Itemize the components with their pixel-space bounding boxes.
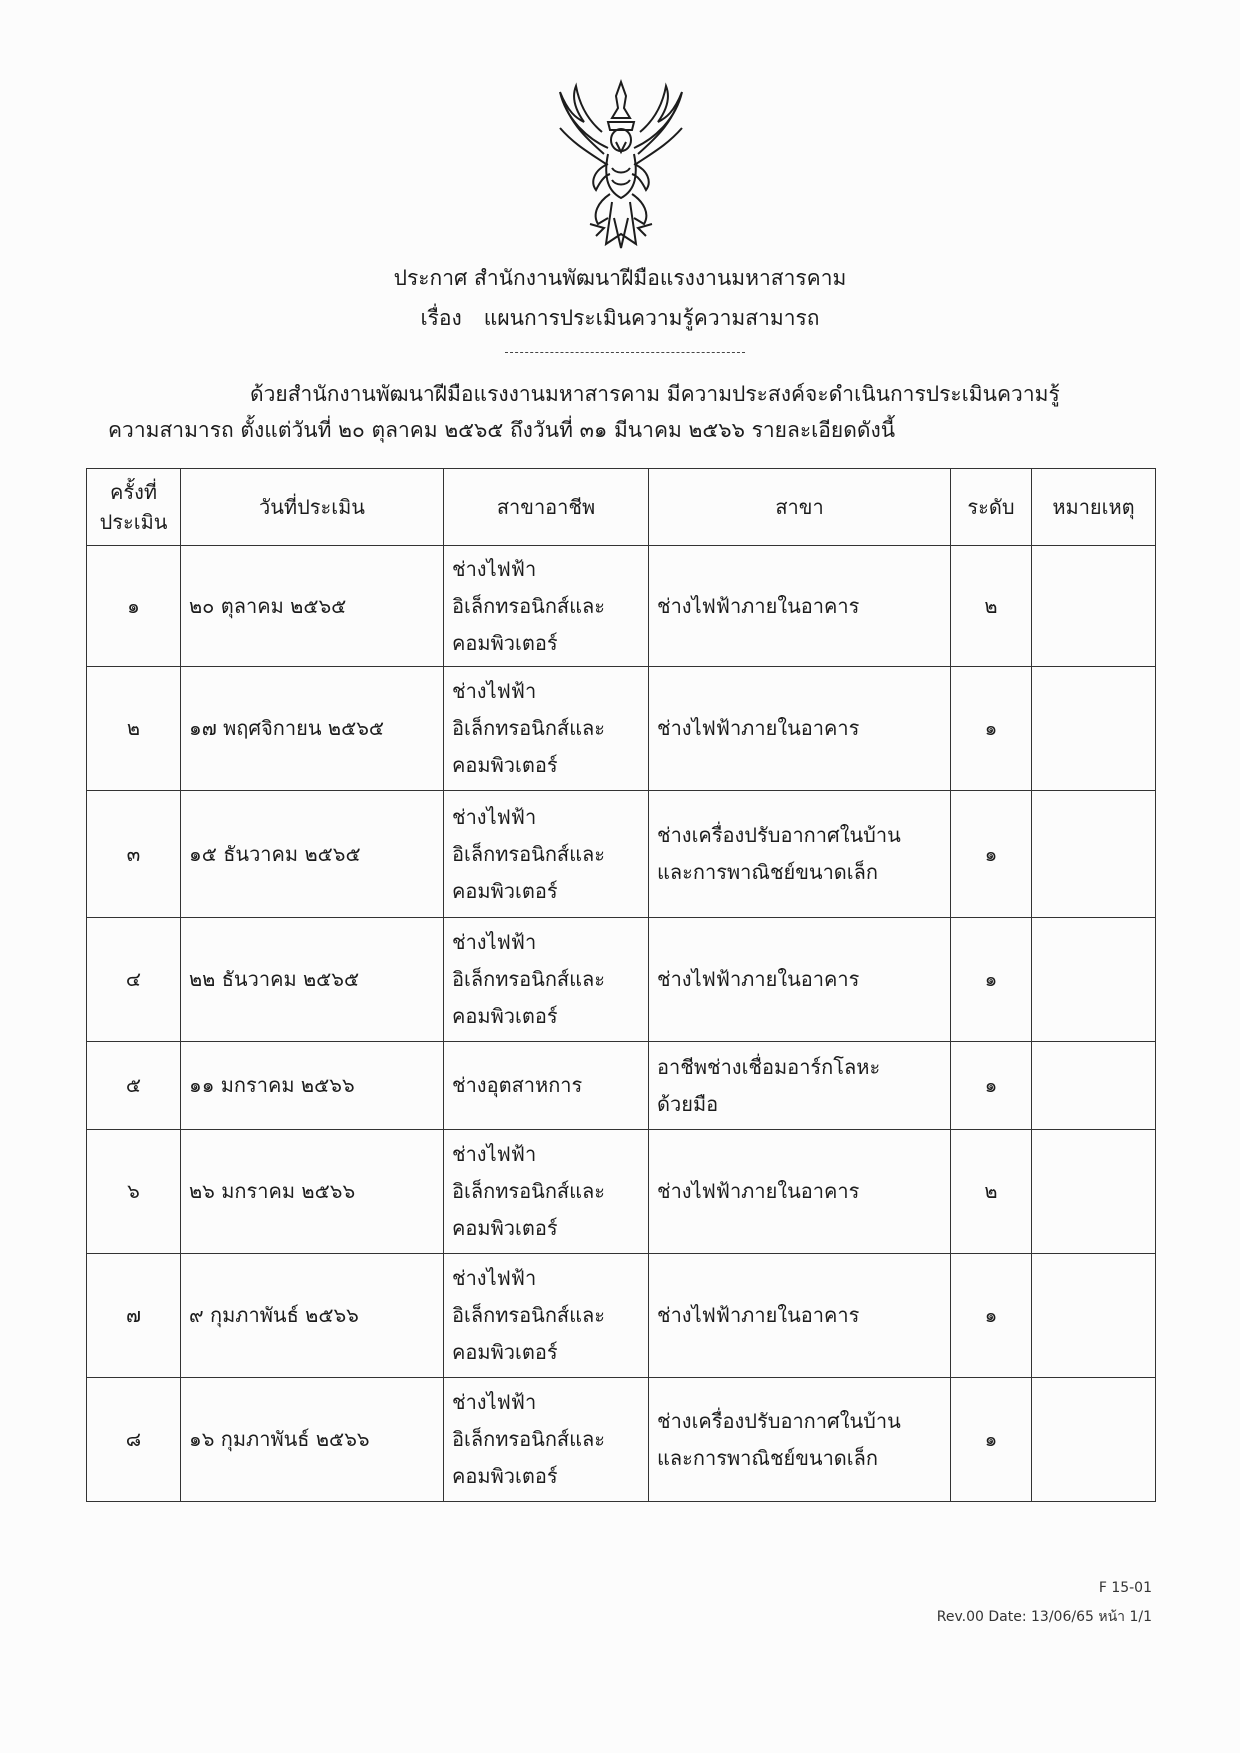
- cell-branch: ช่างเครื่องปรับอากาศในบ้าน และการพาณิชย์ขนาดเล็ก: [649, 791, 951, 918]
- cell-date: ๑๕ ธันวาคม ๒๕๖๕: [181, 791, 444, 918]
- cell-branch: ช่างไฟฟ้าภายในอาคาร: [649, 667, 951, 791]
- cell-level: ๑: [951, 1378, 1032, 1502]
- cell-occupation: ช่างไฟฟ้า อิเล็กทรอนิกส์และ คอมพิวเตอร์: [444, 1378, 649, 1502]
- table-row: [87, 791, 1156, 918]
- cell-date: ๑๑ มกราคม ๒๕๖๖: [181, 1042, 444, 1130]
- cell-remark: [1032, 791, 1156, 918]
- intro-line-1: ด้วยสำนักงานพัฒนาฝีมือแรงงานมหาสารคาม มีความประสงค์จะดำเนินการประเมินความรู้: [250, 382, 1060, 406]
- cell-occupation: ช่างไฟฟ้า อิเล็กทรอนิกส์และ คอมพิวเตอร์: [444, 791, 649, 918]
- cell-occupation: ช่างอุตสาหการ: [444, 1042, 649, 1130]
- announcement-title: ประกาศ สำนักงานพัฒนาฝีมือแรงงานมหาสารคาม: [393, 266, 847, 290]
- subject-text: แผนการประเมินความรู้ความสามารถ: [483, 306, 820, 330]
- cell-occupation: ช่างไฟฟ้า อิเล็กทรอนิกส์และ คอมพิวเตอร์: [444, 1130, 649, 1254]
- table-row: [87, 1130, 1156, 1254]
- cell-level: ๑: [951, 791, 1032, 918]
- cell-date: ๒๖ มกราคม ๒๕๖๖: [181, 1130, 444, 1254]
- cell-branch: ช่างไฟฟ้าภายในอาคาร: [649, 1254, 951, 1378]
- cell-level: ๑: [951, 667, 1032, 791]
- cell-remark: [1032, 1130, 1156, 1254]
- header-branch: สาขา: [649, 469, 951, 546]
- cell-occupation: ช่างไฟฟ้า อิเล็กทรอนิกส์และ คอมพิวเตอร์: [444, 1254, 649, 1378]
- cell-occupation: ช่างไฟฟ้า อิเล็กทรอนิกส์และ คอมพิวเตอร์: [444, 918, 649, 1042]
- cell-date: ๑๗ พฤศจิกายน ๒๕๖๕: [181, 667, 444, 791]
- cell-level: ๑: [951, 1254, 1032, 1378]
- cell-round: ๗: [87, 1254, 181, 1378]
- cell-occupation: ช่างไฟฟ้า อิเล็กทรอนิกส์และ คอมพิวเตอร์: [444, 546, 649, 667]
- header-occupation: สาขาอาชีพ: [444, 469, 649, 546]
- cell-round: ๕: [87, 1042, 181, 1130]
- title-divider: [505, 352, 745, 353]
- table-row: [87, 1042, 1156, 1130]
- header-level: ระดับ: [951, 469, 1032, 546]
- table-row: [87, 1254, 1156, 1378]
- cell-level: ๑: [951, 1042, 1032, 1130]
- table-row: [87, 1378, 1156, 1502]
- cell-remark: [1032, 1042, 1156, 1130]
- header-remark: หมายเหตุ: [1032, 469, 1156, 546]
- intro-line-2: ความสามารถ ตั้งแต่วันที่ ๒๐ ตุลาคม ๒๕๖๕ ถึงวันที่ ๓๑ มีนาคม ๒๕๖๖ รายละเอียดดังนี้: [108, 418, 896, 442]
- cell-branch: ช่างเครื่องปรับอากาศในบ้าน และการพาณิชย์ขนาดเล็ก: [649, 1378, 951, 1502]
- subject-label: เรื่อง: [420, 306, 462, 330]
- cell-level: ๒: [951, 1130, 1032, 1254]
- cell-level: ๒: [951, 546, 1032, 667]
- cell-remark: [1032, 918, 1156, 1042]
- cell-branch: ช่างไฟฟ้าภายในอาคาร: [649, 918, 951, 1042]
- cell-round: ๘: [87, 1378, 181, 1502]
- table-row: [87, 667, 1156, 791]
- subject-line: [0, 302, 1240, 335]
- cell-branch: อาชีพช่างเชื่อมอาร์กโลหะ ด้วยมือ: [649, 1042, 951, 1130]
- cell-level: ๑: [951, 918, 1032, 1042]
- cell-round: ๓: [87, 791, 181, 918]
- form-code: F 15-01: [1098, 1580, 1152, 1596]
- garuda-emblem-icon: [546, 78, 696, 254]
- cell-round: ๖: [87, 1130, 181, 1254]
- table-row: [87, 918, 1156, 1042]
- revision-info: Rev.00 Date: 13/06/65 หน้า 1/1: [936, 1609, 1152, 1625]
- cell-branch: ช่างไฟฟ้าภายในอาคาร: [649, 1130, 951, 1254]
- table-row: [87, 546, 1156, 667]
- cell-round: ๔: [87, 918, 181, 1042]
- cell-remark: [1032, 667, 1156, 791]
- cell-remark: [1032, 1254, 1156, 1378]
- cell-remark: [1032, 1378, 1156, 1502]
- header-date: วันที่ประเมิน: [181, 469, 444, 546]
- table-body: [87, 546, 1156, 1502]
- cell-date: ๙ กุมภาพันธ์ ๒๕๖๖: [181, 1254, 444, 1378]
- cell-date: ๑๖ กุมภาพันธ์ ๒๕๖๖: [181, 1378, 444, 1502]
- cell-date: ๒๒ ธันวาคม ๒๕๖๕: [181, 918, 444, 1042]
- cell-date: ๒๐ ตุลาคม ๒๕๖๕: [181, 546, 444, 667]
- cell-branch: ช่างไฟฟ้าภายในอาคาร: [649, 546, 951, 667]
- assessment-plan-table: [86, 468, 1156, 1502]
- cell-occupation: ช่างไฟฟ้า อิเล็กทรอนิกส์และ คอมพิวเตอร์: [444, 667, 649, 791]
- table-header-row: [87, 469, 1156, 546]
- cell-remark: [1032, 546, 1156, 667]
- cell-round: ๑: [87, 546, 181, 667]
- header-round: ครั้งที่ ประเมิน: [87, 469, 181, 546]
- cell-round: ๒: [87, 667, 181, 791]
